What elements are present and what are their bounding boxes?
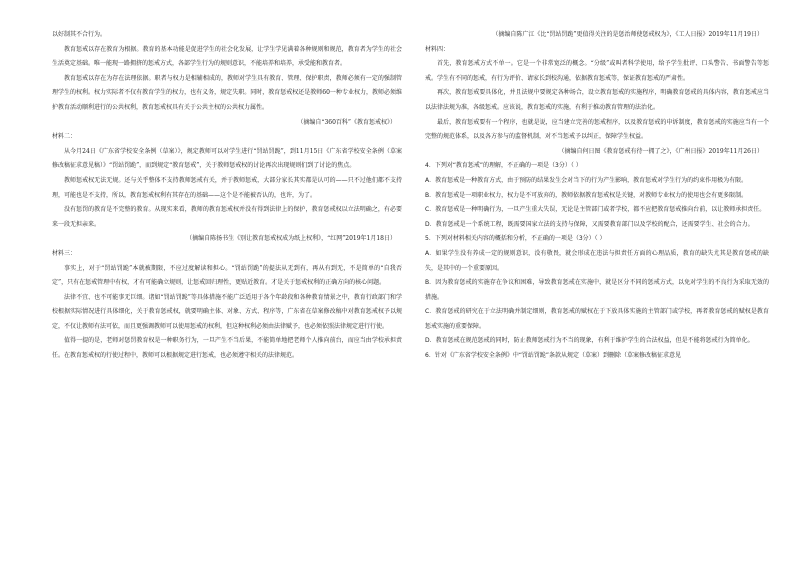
paragraph: 再次，教育惩戒要具体化，并且法规中要规定各种场合，设立教育惩戒的实施程序，明确教育惩戒的具体内容，教育惩戒应当以法律法规为准，各级惩戒。应该说，教育惩戒的实施，有利于推动教育管理的法治化。 xyxy=(425,89,769,111)
question-5-option-c: C．教育惩戒的研究在于立法明确并制定细则，教育惩戒的赋权在于下放具体实施的主管部门或学校，再者教育惩戒的赋权是教育惩戒实施的重要保障。 xyxy=(425,308,769,330)
right-column xyxy=(425,28,769,364)
source-citation: （摘编自陈扬书生《别让教育惩戒权成为纸上权利》，“红网”2019年1月18日） xyxy=(186,235,396,243)
question-5-option-d: D．教育惩戒在规范惩戒的同时，防止教师惩戒行为不当的现象，有利于维护学生的合法权益，但是不能将惩戒行为简单化。 xyxy=(425,337,754,345)
source-citation: （摘编自“360百科”《教育惩戒权》） xyxy=(297,118,396,126)
section-heading-material-4: 材料四： xyxy=(425,45,450,53)
paragraph: 值得一提的是，老师对惩罚教育权是一种职务行为，一旦产生不当后果，不能简单地把老师个人推向前台，而应当由学校承担责任。在教育惩戒权的行使过程中，教师可以根据规定进行惩戒，也必须遵守相关的法律规范。 xyxy=(52,337,402,360)
section-heading-material-3: 材料三： xyxy=(52,249,77,257)
question-5-option-b: B．因为教育惩戒的实施存在争议和困难，导致教育惩戒在实施中，就是区分不同的惩戒方式，以免对学生的不良行为采取无效的措施。 xyxy=(425,279,769,301)
source-citation: （摘编自何日图《教育惩戒有待一拥了之》，《广州日报》2019年11月26日） xyxy=(558,147,763,155)
question-5: 5．下列对材料相关内容的概括和分析，不正确的一项是（3分）（ ） xyxy=(425,235,606,243)
question-4-option-c: C．教育惩戒是一种明确行为，一旦产生重大失误，无论是主管部门或者学校，都不应把教育惩戒推向台前，以让教师承担责任。 xyxy=(425,206,766,214)
question-4-option-d: D．教育惩戒是一个系统工程，既需要国家立法的支持与保障，又需要教育部门以及学校的配合，还需要学生、社会的合力。 xyxy=(425,220,754,228)
left-column xyxy=(52,28,402,364)
paragraph: 从今月24日《广东省学校安全条例（草案）》，规定教师可以对学生进行“罚站罚跪”，到11月15日《广东省学校安全条例（草案修改稿征求意见稿）》“罚站罚跪”，而到规定“教育惩戒”，关于教师惩戒权的讨论再次出现规则们到了讨论的焦点。 xyxy=(52,147,402,170)
question-6: 6．针对《广东省学校安全条例》中“罚站罚跪”条款从规定（草案）到删除（草案修改稿征求意见 xyxy=(425,352,682,360)
paragraph: 最后，教育惩戒要有一个程序，也就是说，应当建立完善的惩戒程序，以及教育惩戒的申诉制度，教育惩戒的实施应当有一个完整的规范体系，以及各方参与的监督机制，对不当惩戒予以纠正，保障学生权益。 xyxy=(425,118,769,141)
paragraph: 以好制其不合行为。 xyxy=(52,31,107,38)
paragraph: 法律不宜、也不可能事无巨细。诸如“罚站罚跪”等具体措施不能广泛适用于各个年龄段和各种教育情景之中，教育行政部门和学校根据实际情况进行具体细化，关于教育惩戒权，就要明确主体、对象、方式、程序等，广东省在草案修改稿中对教育惩戒权予以规定，不仅让教师有法可依，而且更强调教师可以使用惩戒的权利，但这种权利必须由法律赋予，也必须依照法律规定进行行使。 xyxy=(52,293,402,330)
section-heading-material-2: 材料二： xyxy=(52,133,77,141)
paragraph: 首先，教育惩戒方式不单一。它是一个非常宽泛的概念。“分级”或叫者科学使用，给予学生批评、口头警告、书面警告等惩戒。学生有不同的惩戒，有行为评价、请家长到校沟通，依据教育惩戒等，保证教育惩戒的严肃性。 xyxy=(425,60,769,82)
paragraph: 事实上，对于“罚站罚跪”本就被期限，不应过度解读和担心。“罚站罚跪”的提法从无到有，再从有到无，不是简单的“自我否定”，只有在惩戒管理中有权，才有可能确立规则，让惩戒回归理性，更贴近教育。才是关于惩戒权利的正确方向的核心问题。 xyxy=(52,264,402,287)
paragraph: 教师惩戒权无法无规。还与关乎整体不支持教师惩戒有关，并于教师惩戒，大部分家长其实都是认可的——只不过他们都不支持理，可能也是不支持，所以，教育惩戒权利有其存在的基础——这个是不能被否认的，也许，为了。 xyxy=(52,176,402,199)
question-5-option-a: A．如果学生没有养成一定的规则意识，没有敬畏，就会形成在违法与担责任方面的心理品质，教育的缺失尤其是教育惩戒的缺失，是其中的一个重要原因。 xyxy=(425,249,769,272)
source-citation: （摘编自陈广江《比“罚站罚跪”更值得关注的是惩治师使惩戒权为》，《工人日报》2019年11月19日） xyxy=(492,31,763,38)
paragraph: 教育惩戒以存在教育为根据。教育的基本功能是促进学生的社会化发展，让学生学见满着各种规则和规范，教育者为学生的社会生活奠定基础。唯一能现一路拥挤的惩戒方式，各部学生行为的规则意识，不能培养和培养，承受能和教育者。 xyxy=(52,45,402,68)
paragraph: 教育惩戒以存在为存在法理依据。职者与权力是相辅相成的，教师对学生具有教育、管理、保护职责，教师必须有一定的强制管理学生的权利。权力实际者不仅有教育学生的权力，也有义务，规定失职。同时，教育惩戒权还是教师60一种专业权力，教师必须维护教育活动顺利进行的公共权利，教育惩戒权具有关于公共主权的公共权力属性。 xyxy=(52,74,402,111)
paragraph: 没有惩罚的教育是不完整的教育。从现实来看，教师的教育惩戒权并没有得到法律上的保护，教育惩戒权以立法明确之，有必要来一段无担亲来。 xyxy=(52,206,402,228)
question-4-option-a: A．教育惩戒是一种教育方式，由于预防的结果发生会对当下的行为产生影响，教育惩戒对学生行为的约束作用极为有限。 xyxy=(425,176,748,184)
question-4: 4．下列对“教育惩戒”的理解，不正确的一项是（3分）（ ） xyxy=(425,162,582,170)
question-4-option-b: B．教育惩戒是一项职业权力，权力是不可放弃的，教师依据教育惩戒权是关键，对教师专业权力的使用也会有更多限制。 xyxy=(425,191,748,199)
